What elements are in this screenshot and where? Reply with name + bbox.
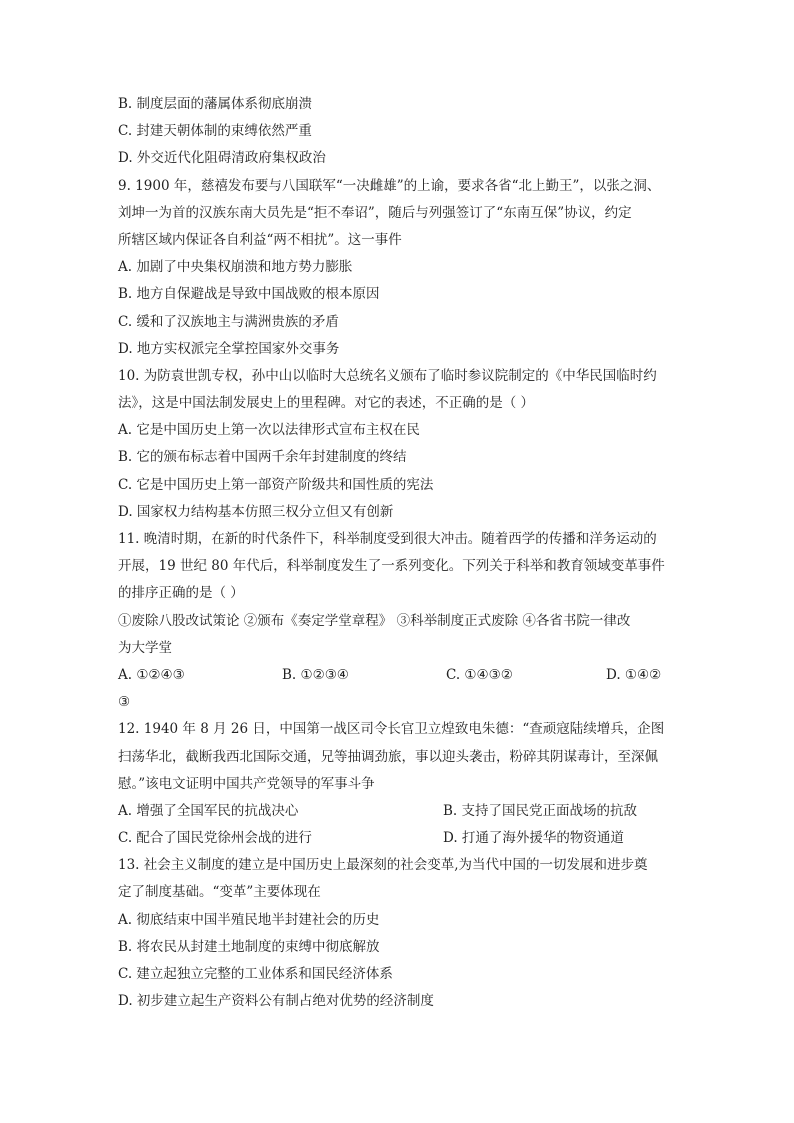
q12-stem-line3: 慰。”该电文证明中国共产党领导的军事斗争 bbox=[118, 775, 375, 792]
q8-option-b: B. 制度层面的藩属体系彻底崩溃 bbox=[118, 96, 313, 112]
q12-option-b: B. 支持了国民党正面战场的抗敌 bbox=[443, 802, 638, 819]
q9-stem-line1: 9. 1900 年，慈禧发布要与八国联军“一决雌雄”的上谕，要求各省“北上勤王”，以张之洞、 bbox=[118, 177, 661, 194]
q11-stem-line2: 开展，19 世纪 80 年代后，科举制度发生了一系列变化。下列关于科举和教育领域变革事件 bbox=[118, 558, 665, 575]
q12-options-row1 bbox=[118, 798, 678, 825]
q13-option-d: D. 初步建立起生产资料公有制占绝对优势的经济制度 bbox=[118, 993, 434, 1010]
q10-option-a: A. 它是中国历史上第一次以法律形式宣布主权在民 bbox=[118, 422, 420, 439]
q8-option-d: D. 外交近代化阻碍清政府集权政治 bbox=[118, 150, 326, 167]
q13-option-b: B. 将农民从封建土地制度的束缚中彻底解放 bbox=[118, 938, 380, 955]
q11-stem-line1: 11. 晚清时期，在新的时代条件下，科举制度受到很大冲击。随着西学的传播和洋务运动的 bbox=[118, 531, 657, 547]
q11-option-d-wrap: ③ bbox=[118, 694, 131, 711]
q13-option-c: C. 建立起独立完整的工业体系和国民经济体系 bbox=[118, 966, 393, 982]
q11-option-c: C. ①④③② bbox=[446, 666, 513, 683]
q12-options-row2 bbox=[118, 825, 678, 852]
q11-option-d: D. ①④② bbox=[606, 666, 662, 683]
q11-stem-line3: 的排序正确的是（ ） bbox=[118, 585, 244, 602]
q9-option-b: B. 地方自保避战是导致中国战败的根本原因 bbox=[118, 286, 380, 303]
q13-option-a: A. 彻底结束中国半殖民地半封建社会的历史 bbox=[118, 911, 380, 928]
q11-items-line2: 为大学堂 bbox=[118, 639, 172, 656]
q8-option-c: C. 封建天朝体制的束缚依然严重 bbox=[118, 123, 312, 140]
q11-option-a: A. ①②④③ bbox=[118, 666, 185, 683]
q13-stem-line2: 定了制度基础。“变革”主要体现在 bbox=[118, 884, 321, 901]
q10-option-b: B. 它的颁布标志着中国两千余年封建制度的终结 bbox=[118, 449, 407, 466]
q12-option-d: D. 打通了海外援华的物资通道 bbox=[443, 830, 624, 847]
q10-option-c: C. 它是中国历史上第一部资产阶级共和国性质的宪法 bbox=[118, 476, 434, 493]
q11-items-line1: ①废除八股改试策论 ②颁布《奏定学堂章程》 ③科举制度正式废除 ④各省书院一律改 bbox=[118, 612, 631, 629]
q12-stem-line2: 扫荡华北，截断我西北国际交通，兄等抽调劲旅，事以迎头袭击，粉碎其阴谋毒计，至深佩 bbox=[118, 748, 658, 765]
q9-stem-line2: 刘坤一为首的汉族东南大员先是“拒不奉诏”，随后与列强签订了“东南互保”协议，约定 bbox=[118, 204, 632, 221]
q12-stem-line1: 12. 1940 年 8 月 26 日，中国第一战区司令长官卫立煌致电朱德：“查顽寇陆续增兵，企图 bbox=[118, 721, 665, 738]
q9-option-a: A. 加剧了中央集权崩溃和地方势力膨胀 bbox=[118, 259, 353, 276]
exam-page bbox=[118, 91, 678, 1015]
q12-option-a: A. 增强了全国军民的抗战决心 bbox=[118, 802, 299, 819]
q13-stem-line1: 13. 社会主义制度的建立是中国历史上最深刻的社会变革,为当代中国的一切发展和进步奠 bbox=[118, 857, 648, 874]
q11-option-b: B. ①②③④ bbox=[282, 666, 349, 683]
q10-option-d: D. 国家权力结构基本仿照三权分立但又有创新 bbox=[118, 503, 394, 520]
q9-option-c: C. 缓和了汉族地主与满洲贵族的矛盾 bbox=[118, 313, 339, 330]
q10-stem-line2: 法》，这是中国法制发展史上的里程碑。对它的表述，不正确的是（ ） bbox=[118, 395, 535, 412]
q10-stem-line1: 10. 为防袁世凯专权，孙中山以临时大总统名义颁布了临时参议院制定的《中华民国临时约 bbox=[118, 367, 657, 384]
q11-options-row bbox=[118, 662, 678, 689]
q9-option-d: D. 地方实权派完全掌控国家外交事务 bbox=[118, 340, 340, 357]
q12-option-c: C. 配合了国民党徐州会战的进行 bbox=[118, 830, 312, 847]
q9-stem-line3: 所辖区域内保证各自利益“两不相扰”。这一事件 bbox=[118, 231, 402, 248]
